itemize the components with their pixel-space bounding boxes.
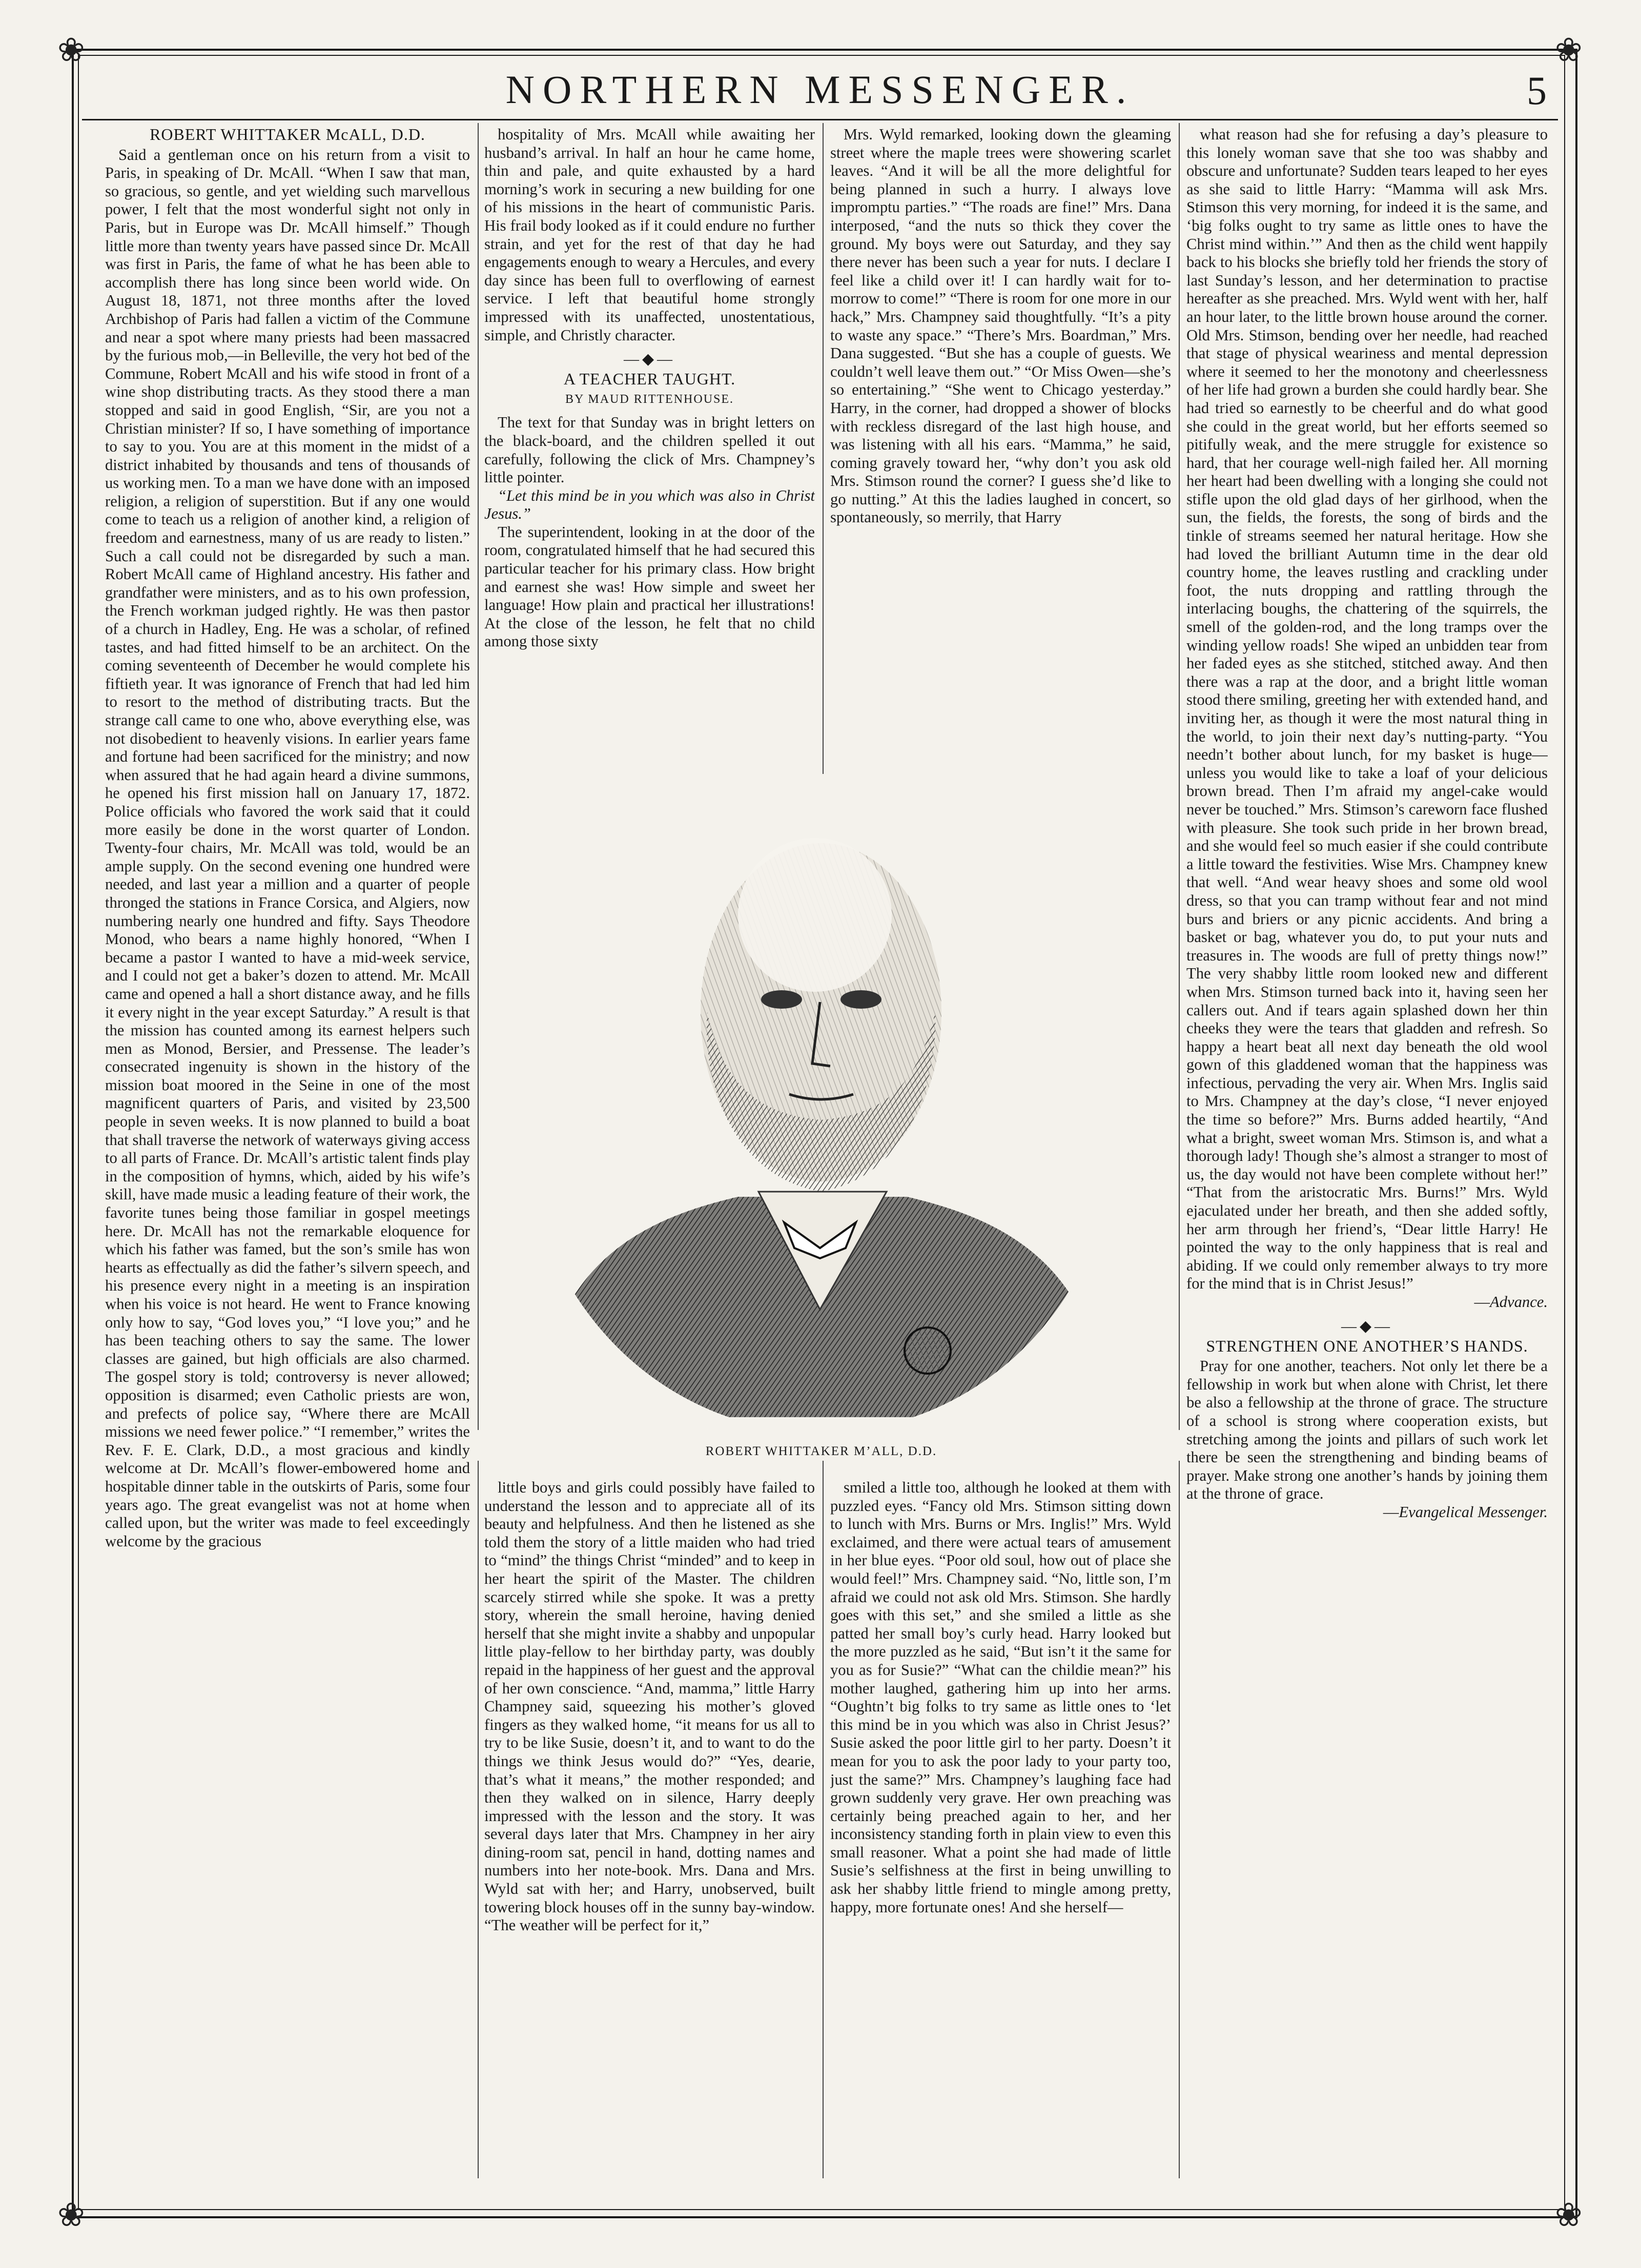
column-rule	[478, 1461, 479, 2178]
article-body: what reason had she for refusing a day’s pleasure to this lonely woman save that she too was shabby and obscure and unfortunate? Sudden tears leaped to her eyes as she said to little Harry: “Mamma will ask Mrs. Stimson this very morning, for indeed it is the same, and ‘big folks ought to try same as little ones to have the Christ mind within.’” And then as the child went happily back to his blocks she briefly told her friends the story of last Sunday’s lesson, and her determination to practise hereafter as she preached. Mrs. Wyld went with her, half an hour later, to the little brown house around the corner. Old Mrs. Stimson, bending over her needle, had reached that stage of physical weariness and mental depression where it seemed to her the monotony and cheerlessness of her life had grown a burden she could hardly bear. She had tried so earnestly to be cheerful and do what good she could in the great world, but her efforts seemed so pitifully weak, and the mere struggle for existence so hard, that her courage well-nigh failed her. All morning her heart had been dwelling with a longing she could not stifle upon the old glad days of her girlhood, when the sun, the fields, the forests, the song of birds and the tinkle of streams seemed her natural heritage. How she had loved the brilliant Autumn time in the dear old country home, the leaves rustling and crackling under foot, the nuts dropping and rattling through the interlacing boughs, the chattering of the squirrels, the smell of the golden-rod, and the long tramps over the winding yellow roads! She wiped an unbidden tear from her faded eyes as she stitched, stitched away. And then there was a rap at the door, and a bright little woman stood there smiling, greeting her with extended hand, and inviting her, as though it were the most natural thing in the world, to join their next day’s nutting-party. “You needn’t bother about lunch, for my basket is huge—unless you would like to take a loaf of your delicious brown bread. Then I’m afraid my angel-cake would never be touched.” Mrs. Stimson’s careworn face flushed with pleasure. She took such pride in her brown bread, and she would feel so much easier if she could contribute a little toward the festivities. Wise Mrs. Champney knew that well. “And wear heavy shoes and some old wool dress, so that you can tramp without fear and not mind burs and briers or any picnic accidents. And bring a basket or bag, whatever you do, to put your nuts and treasures in. The woods are full of pretty things now!” The very shabby little room looked new and different when Mrs. Stimson turned back into it, having seen her callers out. And if tears again splashed down her thin cheeks they were the tears that gladden and refresh. So happy a heart beat all next day beneath the old wool gown of this gladdened woman that the happiness was infectious, pervading the very air. When Mrs. Inglis said to Mrs. Champney at the day’s close, “I never enjoyed the time so before?” Mrs. Burns added heartily, “And what a bright, sweet woman Mrs. Stimson is, and what a thorough lady! Though she’s almost a stranger to most of us, the day would not have been complete without her!” “That from the aristocratic Mrs. Burns!” Mrs. Wyld ejaculated under her breath, and then she added softly, her arm through her friend’s, “Dear little Harry! He pointed the way to the only happiness that is real and abiding. If we could only remember always to try more for the mind that is in Christ Jesus!”	[1186, 126, 1548, 1293]
page-number: 5	[1527, 68, 1547, 113]
article-body: hospitality of Mrs. McAll while awaiting her husband’s arrival. In half an hour he came home, thin and pale, and quite exhausted by a hard morning’s work in securing a new building for one of his missions in the heart of communistic Paris. His frail body looked as if it could endure no further strain, and yet for the rest of that day he had engagements enough to weary a Hercules, and every day since has been full to overflowing of earnest service. I left that beautiful home strongly impressed with its unaffected, unostentatious, simple, and Christly character.	[484, 126, 815, 344]
article-teacher-part1	[484, 126, 815, 779]
portrait-engraving	[518, 797, 1125, 1417]
article-teacher-part3	[484, 1479, 815, 2191]
divider-ornament: —◆—	[623, 351, 676, 368]
article-body: The text for that Sunday was in bright letters on the black-board, and the children spelled it out carefully, following the click of Mrs. Champney’s little pointer.	[484, 414, 815, 486]
article-title: STRENGTHEN ONE ANOTHER’S HANDS.	[1206, 1336, 1528, 1355]
column-rule	[478, 123, 479, 1430]
article-source: Evangelical Messenger.	[1399, 1503, 1548, 1521]
article-mcall	[105, 126, 470, 2191]
column-rule	[823, 1461, 824, 2178]
column-rule	[1179, 1461, 1180, 2178]
article-source: Advance.	[1490, 1293, 1548, 1311]
corner-ornament-icon: ❀	[57, 32, 85, 68]
column-rule	[823, 123, 824, 774]
article-title: A TEACHER TAUGHT.	[563, 370, 736, 389]
article-body: Said a gentleman once on his return from a visit to Paris, in speaking of Dr. McAll. “When I saw that man, so gracious, so gentle, and yet wielding such marvellous power, I felt that the most wonderful sight not only in Paris, but in Europe was Dr. McAll himself.” Though little more than twenty years have passed since Dr. McAll was first in Paris, the fame of what he has been able to accomplish there has long since been world wide. On August 18, 1871, not three months after the loved Archbishop of Paris had fallen a victim of the Commune and near a spot where many priests had been massacred by the furious mob,—in Belleville, the very hot bed of the Commune, Robert McAll and his wife stood in front of a wine shop distributing tracts. As they stood there a man stopped and said in good English, “Sir, are you not a Christian minister? If so, I have something of importance to say to you. You are at this moment in the midst of a district inhabited by thousands and tens of thousands of us working men. To a man we have done with an imposed religion, a religion of superstition. But if any one would come to teach us a religion of another kind, a religion of freedom and earnestness, many of us are ready to listen.” Such a call could not be disregarded by such a man. Robert McAll came of Highland ancestry. His father and grandfather were ministers, and as to his own profession, the French workman judged rightly. He was then pastor of a church in Hadley, Eng. He was a scholar, of refined tastes, and had fitted himself to be an architect. On the coming seventeenth of December he would complete his fiftieth year. It was ignorance of French that had led him to resort to the method of distributing tracts. But the strange call came to one who, above everything else, was not disobedient to heavenly visions. In earlier years fame and fortune had been sacrificed for the ministry; and now when assured that he had again heard a divine summons, he opened his first mission hall on January 17, 1872. Police officials who favored the work said that it could more easily be done in the worst quarter of London. Twenty-four chairs, Mr. McAll was told, would be an ample supply. On the second evening one hundred were needed, and last year a million and a quarter of people thronged the stations in France Corsica, and Algiers, now numbering nearly one hundred and fifty. Says Theodore Monod, who bears a name highly honored, “When I became a pastor I wanted to have a mid-week service, and I could not get a baker’s dozen to attend. Mr. McAll came and opened a hall a short distance away, and he fills it every night in the year except Saturday.” A result is that the mission has counted among its earnest helpers such men as Monod, Bersier, and Pressense. The leader’s consecrated ingenuity is shown in the history of the mission boat moored in the Seine in one of the most magnificent quarters of Paris, and visited by 23,500 people in seven weeks. It is now planned to build a boat that shall traverse the network of waterways giving access to all parts of France. Dr. McAll’s artistic talent finds play in the composition of hymns, which, aided by his wife’s skill, have made music a leading feature of their work, the favorite tunes being those familiar in gospel meetings here. Dr. McAll has not the remarkable eloquence for which his father was famed, but the son’s smile has won hearts as effectually as did the father’s silvern speech, and his presence every night in a meeting is an inspiration when his voice is not heard. He went to France knowing only how to say, “God loves you,” “I love you;” and he has been teaching others to say the same. The lower classes are gained, but high officials are also charmed. The gospel story is told; controversy is never allowed; opposition is disarmed; even Catholic priests are won, and prefects of police say, “Where there are McAll missions we need fewer police.” “I remember,” writes the Rev. F. E. Clark, D.D., a most gracious and kindly welcome at Dr. McAll’s flower-embowered home and hospitable dinner table in the outskirts of Paris, some four years ago. The great evangelist was not at home when called upon, but the writer was made to feel exceedingly welcome by the gracious	[105, 146, 470, 1550]
newspaper-title: NORTHERN MESSENGER.	[505, 67, 1135, 112]
article-body: little boys and girls could possibly have failed to understand the lesson and to appreciate all of its beauty and helpfulness. And then he listened as she told them the story of a little maiden who had tried to “mind” the things Christ “minded” and to keep in her heart the spirit of the Master. The children scarcely stirred while she spoke. It was a pretty story, wherein the small heroine, having denied herself that she might invite a shabby and unpopular little play-fellow to her birthday party, was doubly repaid in the happiness of her guest and the approval of her own conscience. “And, mamma,” little Harry Champney said, squeezing his mother’s gloved fingers as they walked home, “it means for us all to try to be like Susie, doesn’t it, and to want to do the things we think Jesus would do?” “Yes, dearie, that’s what it means,” the mother responded; and then they walked on in silence, Harry deeply impressed with the lesson and the story. It was several days later that Mrs. Champney in her airy dining-room sat, pencil in hand, dotting names and numbers into her note-book. Mrs. Dana and Mrs. Wyld sat with her; and Harry, unobserved, built towering block houses off in the sunny bay-window. “The weather will be perfect for it,”	[484, 1479, 815, 1934]
article-body: Pray for one another, teachers. Not only let there be a fellowship in work but when alone with Christ, let there be also a fellowship at the throne of grace. The structure of a school is strong where cooperation exists, but stretching among the joints and pillars of such work let there be seen the strengthening and binding beams of prayer. Make strong one another’s hands by joining them at the throne of grace.	[1186, 1357, 1548, 1503]
article-body: The superintendent, looking in at the door of the room, congratulated himself that he had secured this particular teacher for his primary class. How bright and earnest she was! How simple and sweet her language! How plain and practical her illustrations! At the close of the lesson, he felt that no child among those sixty	[484, 523, 815, 650]
article-teacher-part2	[830, 126, 1171, 779]
article-teacher-part5: what reason had she for refusing a day’s pleasure to this lonely woman save that she too was shabby and obscure and unfortunate? Sudden tears leaped to her eyes as she said to little Harry: “Mamma will ask Mrs. Stimson this very morning, for indeed it is the same, and ‘big folks ought to try same as little ones to have the Christ mind within.’” And then as the child went happily back to his blocks she briefly told her friends the story of last Sunday’s lesson, and her determination to practise hereafter as she preached. Mrs. Wyld went with her, half an hour later, to the little brown house around the corner. Old Mrs. Stimson, bending over her needle, had reached that stage of physical weariness and mental depression where it seemed to her the monotony and cheerlessness of her life had grown a burden she could hardly bear. She had tried so earnestly to be cheerful and do what good she could in the great world, but her efforts seemed so pitifully weak, and the mere struggle for existence so hard, that her courage well-nigh failed her. All morning her heart had been dwelling with a longing she could not stifle upon the old glad days of her girlhood, when the sun, the fields, the forests, the song of birds and the tinkle of streams seemed her natural heritage. How she had loved the brilliant Autumn time in the dear old country home, the leaves rustling and crackling under foot, the nuts dropping and rattling through the interlacing boughs, the chattering of the squirrels, the smell of the golden-rod, and the long tramps over the winding yellow roads! She wiped an unbidden tear from her faded eyes as she stitched, stitched away. And then there was a rap at the door, and a bright little woman stood there smiling, greeting her with extended hand, and inviting her, as though it were the most natural thing in the world, to join their next day’s nutting-party. “You needn’t bother about lunch, for my basket is huge—unless you would like to take a loaf of your delicious brown bread. Then I’m afraid my angel-cake would never be touched.” Mrs. Stimson’s careworn face flushed with pleasure. She took such pride in her brown bread, and she would feel so much easier if she could contribute a little toward the festivities. Wise Mrs. Champney knew that well. “And wear heavy shoes and some old wool dress, so that you can tramp without fear and not mind burs and briers or any picnic accidents. And bring a basket or bag, whatever you do, to put your nuts and treasures in. The woods are full of pretty things now!” The very shabby little room looked new and different when Mrs. Stimson turned back into it, having seen her callers out. And if tears again splashed down her thin cheeks they were the tears that gladden and refresh. So happy a heart beat all next day beneath the old wool gown of this gladdened woman that the happiness was infectious, pervading the very air. When Mrs. Inglis said to Mrs. Champney at the day’s close, “I never enjoyed the time so before?” Mrs. Burns added heartily, “And what a bright, sweet woman Mrs. Stimson is, and what a thorough lady! Though she’s almost a stranger to most of us, the day would not have been complete without her!” “That from the aristocratic Mrs. Burns!” Mrs. Wyld ejaculated under her breath, and then she added softly, her arm through her friend’s, “Dear little Harry! He pointed the way to the only happiness that is real and abiding. If we could only remember always to try more for the mind that is in Christ Jesus!” —Advance. —◆— STRENGTHEN ONE ANOTHER’S HANDS. Pray for one another, teachers. Not only let there be a fellowship in work but when alone with Christ, let there be also a fellowship at the throne of grace. The structure of a school is strong where cooperation exists, but stretching among the joints and pillars of such work let there be seen the strengthening and binding beams of prayer. Make strong one another’s hands by joining them at the throne of grace. —Evangelical Messenger.	[1186, 126, 1548, 1521]
article-body: Mrs. Wyld remarked, looking down the gleaming street where the maple trees were showering scarlet leaves. “And it will be all the more delightful for being planned in such a hurry. I always love impromptu parties.” “The roads are fine!” Mrs. Dana interposed, “and the nuts so thick they cover the ground. My boys were out Saturday, and they say there never has been such a year for nuts. I declare I feel like a child over it! I can hardly wait for to-morrow to come!” “There is room for one more in our hack,” Mrs. Champney said thoughtfully. “It’s a pity to waste any space.” “There’s Mrs. Boardman,” Mrs. Dana suggested. “But she has a couple of guests. We couldn’t well leave them out.” “Or Miss Owen—she’s so entertaining.” “She went to Chicago yesterday.” Harry, in the corner, had dropped a shower of blocks with reckless disregard of the last high house, and was listening with all his ears. “Mamma,” he said, coming gravely toward her, “why don’t you ask old Mrs. Stimson round the corner? I guess she’d like to go nutting.” At this the ladies laughed in concert, so spontaneously, so merrily, that Harry	[830, 126, 1171, 526]
article-byline: BY MAUD RITTENHOUSE.	[565, 392, 734, 406]
article-body: smiled a little too, although he looked at them with puzzled eyes. “Fancy old Mrs. Stimson sitting down to lunch with Mrs. Burns or Mrs. Inglis!” Mrs. Wyld exclaimed, and there were actual tears of amusement in her blue eyes. “Poor old soul, how out of place she would feel!” Mrs. Champney said. “No, little son, I’m afraid we could not ask old Mrs. Stimson. She hardly goes with this set,” and she smiled a little as she patted her small boy’s curly head. Harry looked but the more puzzled as he said, “But isn’t it the same for you as for Susie?” “What can the childie mean?” his mother laughed, gathering him up into her arms. “Oughtn’t big folks to try same as little ones to ‘let this mind be in you which was also in Christ Jesus?’ Susie asked the poor little girl to her party. Doesn’t it mean for you to ask the poor lady to your party too, just the same?” Mrs. Champney’s laughing face had grown suddenly very grave. Her own preaching was certainly being preached again to her, and her inconsistency standing forth in plain view to even this small reasoner. What a point she had made of little Susie’s selfishness at the first in being unwilling to ask her shabby little friend to mingle among pretty, happy, more fortunate ones! And she herself—	[830, 1479, 1171, 1916]
column-rule	[1179, 123, 1180, 1430]
article-teacher-part4	[830, 1479, 1171, 2191]
corner-ornament-icon: ❀	[57, 2197, 85, 2233]
article-quote: “Let this mind be in you which was also in Christ Jesus.”	[484, 486, 815, 523]
masthead	[82, 67, 1558, 118]
corner-ornament-icon: ❀	[1555, 2197, 1583, 2233]
article-title: ROBERT WHITTAKER McALL, D.D.	[150, 126, 425, 144]
divider-ornament: —◆—	[1341, 1317, 1393, 1335]
portrait-caption: ROBERT WHITTAKER M’ALL, D.D.	[705, 1444, 937, 1458]
masthead-rule	[82, 119, 1558, 120]
corner-ornament-icon: ❀	[1555, 32, 1583, 68]
